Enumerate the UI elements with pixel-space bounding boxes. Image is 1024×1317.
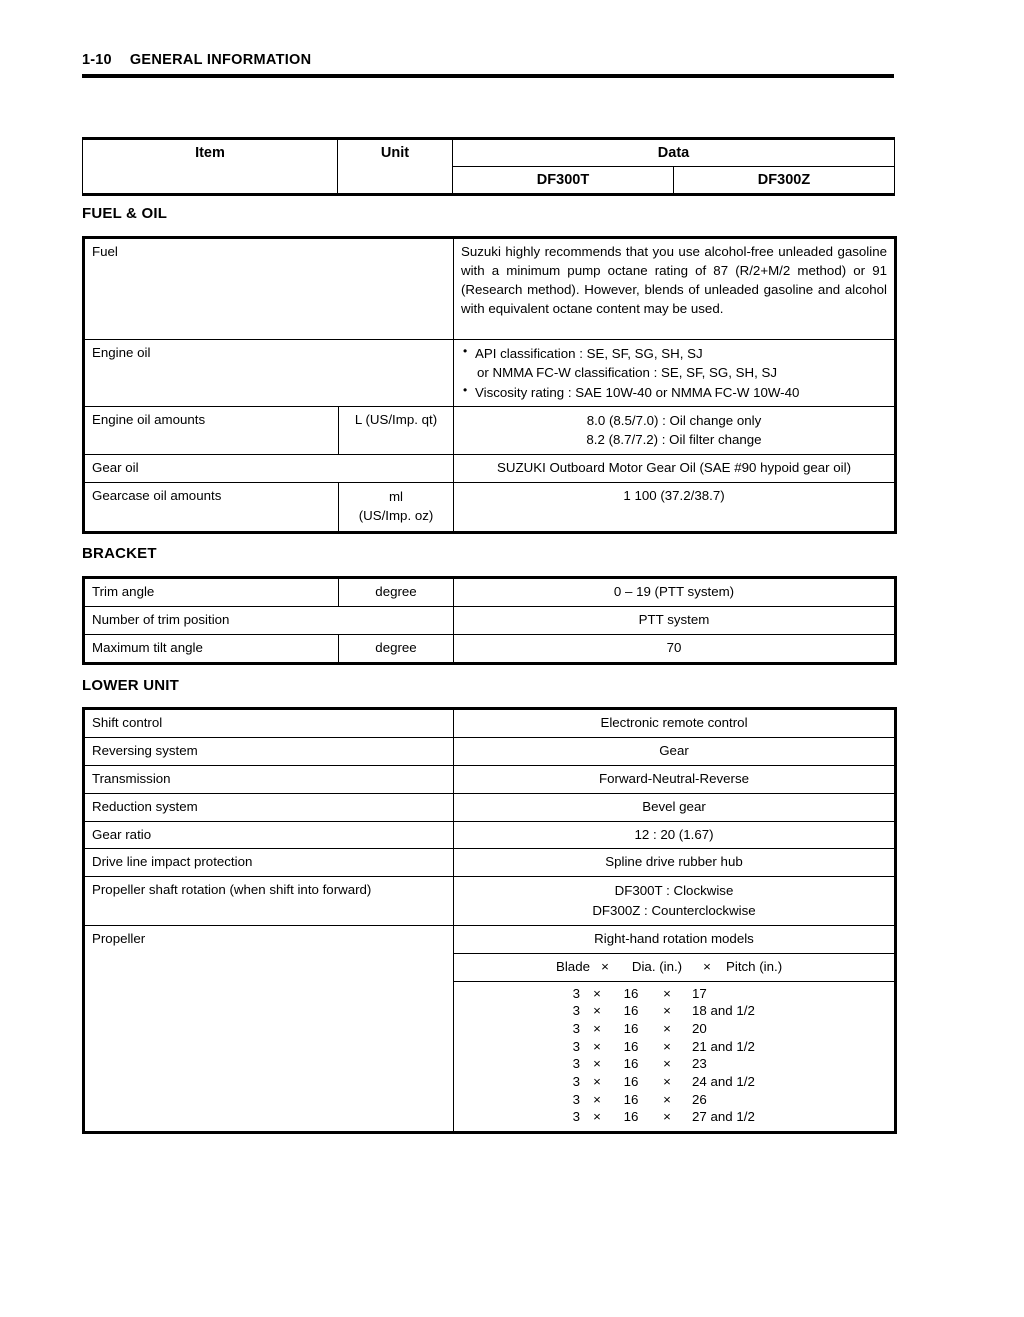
table-row [84, 849, 896, 877]
multiply-icon: × [663, 1056, 671, 1072]
transmission-value: Forward-Neutral-Reverse [599, 770, 749, 786]
spec-column-header-table [82, 137, 895, 196]
gearcase-unit-line-1: ml [388, 488, 404, 504]
row-unit-gearcase-oil-amounts [339, 482, 454, 532]
row-label-drive-line-impact-protection [84, 849, 454, 877]
engine-oil-amounts-line-1: 8.0 (8.5/7.0) : Oil change only [586, 412, 762, 428]
row-value-reversing-system [454, 737, 896, 765]
reduction-system-item-label: Reduction system [92, 798, 198, 814]
row-label-fuel [84, 238, 454, 340]
multiply-icon: × [663, 1091, 671, 1107]
table-row [84, 578, 896, 607]
table-row [84, 877, 896, 926]
multiply-icon: × [663, 1074, 671, 1090]
list-item [461, 383, 887, 402]
table-row [84, 482, 896, 532]
row-label-maximum-tilt-angle [84, 634, 339, 663]
engine-oil-bullet-1-sub: or NMMA FC-W classification : SE, SF, SG, SH, SJ [477, 365, 777, 381]
propeller-blade-count: 3 [572, 1021, 580, 1037]
row-label-gearcase-oil-amounts [84, 482, 339, 532]
propeller-diameter: 16 [623, 985, 639, 1001]
propeller-spec-header-blade: Blade [555, 959, 590, 975]
row-value-reduction-system [454, 793, 896, 821]
propeller-diameter: 16 [623, 1091, 639, 1107]
multiply-icon: × [663, 1109, 671, 1125]
multiply-icon: × [593, 1109, 601, 1125]
propeller-pitch: 17 [692, 985, 707, 1001]
header-model-t-label: DF300T [536, 172, 590, 188]
row-value-propeller-spec-header [454, 954, 896, 982]
gear-oil-value: SUZUKI Outboard Motor Gear Oil (SAE #90 hypoid gear oil) [497, 459, 851, 475]
list-item [454, 1020, 894, 1038]
lower-unit-table [82, 707, 897, 1134]
shift-control-value: Electronic remote control [600, 715, 748, 730]
gearcase-oil-amounts-unit [339, 483, 453, 530]
trim-angle-item-label: Trim angle [92, 584, 155, 599]
propeller-diameter: 16 [623, 1003, 639, 1019]
row-value-trim-angle [454, 578, 896, 607]
engine-oil-amounts-unit: L (US/Imp. qt) [354, 411, 438, 427]
list-item [454, 1108, 894, 1126]
list-item [454, 985, 894, 1003]
propeller-diameter: 16 [623, 1056, 639, 1072]
propeller-blade-count: 3 [572, 985, 580, 1001]
maximum-tilt-angle-item-label: Maximum tilt angle [92, 639, 203, 655]
section-title-bracket: BRACKET [82, 545, 157, 562]
gearcase-oil-amounts-item-label: Gearcase oil amounts [92, 487, 222, 503]
engine-oil-spec-block [454, 340, 894, 406]
row-label-reversing-system [84, 737, 454, 765]
row-label-transmission [84, 765, 454, 793]
page-running-header [82, 52, 894, 68]
row-value-gear-oil [454, 454, 896, 482]
multiply-icon: × [663, 1021, 671, 1037]
header-unit-label: Unit [380, 145, 410, 161]
page-number: 1-10 [82, 52, 112, 68]
prop-shaft-rotation-values [454, 877, 894, 924]
fuel-oil-table [82, 236, 897, 534]
propeller-models-note: Right-hand rotation models [594, 931, 754, 947]
table-row [84, 454, 896, 482]
row-label-prop-shaft-rotation [84, 877, 454, 926]
engine-oil-bullet-2: Viscosity rating : SAE 10W-40 or NMMA FC-W 10W-40 [475, 384, 800, 400]
table-row [84, 406, 896, 454]
fuel-description-text: Suzuki highly recommends that you use alcohol-free unleaded gasoline with a minimum pump octane rating of 87 (R/2+M/2 method) or 91 (Research method). However, blends of unleaded gasoline and alcohol with equivalent octane content may be used. [461, 244, 887, 316]
row-value-number-of-trim-position [454, 606, 896, 634]
multiply-icon: × [593, 1074, 601, 1090]
table-row [84, 238, 896, 340]
propeller-pitch: 27 and 1/2 [692, 1109, 755, 1125]
propeller-pitch: 21 and 1/2 [692, 1038, 755, 1054]
reversing-system-value: Gear [659, 742, 689, 758]
section-title-lower-unit: LOWER UNIT [82, 677, 179, 694]
gear-oil-item-label: Gear oil [92, 459, 139, 475]
row-value-maximum-tilt-angle [454, 634, 896, 663]
propeller-pitch: 26 [692, 1091, 707, 1107]
table-row [84, 709, 896, 738]
bracket-table [82, 576, 897, 665]
table-row [84, 821, 896, 849]
propeller-spec-header-pitch: Pitch (in.) [726, 959, 783, 975]
maximum-tilt-angle-unit: degree [375, 639, 417, 655]
row-unit-engine-oil-amounts [339, 406, 454, 454]
header-cell-item [83, 139, 338, 195]
row-value-prop-shaft-rotation [454, 877, 896, 926]
drive-line-impact-protection-item-label: Drive line impact protection [92, 854, 253, 870]
propeller-blade-count: 3 [572, 1074, 580, 1090]
number-of-trim-position-value: PTT system [638, 611, 710, 627]
multiply-icon: × [593, 1056, 601, 1072]
row-label-number-of-trim-position [84, 606, 454, 634]
reversing-system-item-label: Reversing system [92, 742, 198, 758]
propeller-pitch: 18 and 1/2 [692, 1003, 755, 1019]
header-cell-data [453, 139, 895, 167]
engine-oil-item-label: Engine oil [92, 345, 151, 360]
row-label-gear-oil [84, 454, 454, 482]
header-cell-model-t [453, 167, 674, 195]
propeller-diameter: 16 [623, 1109, 639, 1125]
row-label-engine-oil-amounts [84, 406, 339, 454]
list-item [454, 1091, 894, 1109]
propeller-diameter: 16 [623, 1021, 639, 1037]
multiply-icon: × [663, 1003, 671, 1019]
row-label-engine-oil [84, 340, 454, 407]
list-item [461, 344, 887, 383]
multiply-icon: × [703, 959, 711, 975]
row-value-propeller-models [454, 926, 896, 954]
propeller-item-label: Propeller [92, 931, 146, 947]
propeller-blade-count: 3 [572, 1056, 580, 1072]
fuel-item-label: Fuel [92, 244, 118, 259]
row-label-propeller [84, 926, 454, 1133]
propeller-spec-header-dia: Dia. (in.) [631, 959, 683, 975]
table-row [84, 737, 896, 765]
multiply-icon: × [593, 1038, 601, 1054]
list-item [454, 1038, 894, 1056]
propeller-blade-count: 3 [572, 1003, 580, 1019]
header-divider-rule [82, 74, 894, 78]
trim-angle-value: 0 – 19 (PTT system) [613, 584, 735, 599]
table-row [84, 793, 896, 821]
list-item [454, 1055, 894, 1073]
row-label-reduction-system [84, 793, 454, 821]
multiply-icon: × [593, 985, 601, 1001]
row-value-engine-oil-amounts [454, 406, 896, 454]
row-value-shift-control [454, 709, 896, 738]
row-unit-maximum-tilt-angle [339, 634, 454, 663]
prop-shaft-rotation-item-label: Propeller shaft rotation (when shift into forward) [92, 882, 372, 898]
list-item [454, 1002, 894, 1020]
row-label-gear-ratio [84, 821, 454, 849]
maximum-tilt-angle-value: 70 [666, 639, 682, 655]
gear-ratio-value: 12 : 20 (1.67) [634, 826, 714, 842]
multiply-icon: × [663, 985, 671, 1001]
prop-shaft-rotation-line-2: DF300Z : Counterclockwise [592, 902, 756, 918]
drive-line-impact-protection-value: Spline drive rubber hub [605, 854, 743, 870]
header-data-label: Data [657, 145, 690, 161]
reduction-system-value: Bevel gear [642, 798, 706, 814]
propeller-blade-count: 3 [572, 1091, 580, 1107]
row-unit-trim-angle [339, 578, 454, 607]
engine-oil-amounts-line-2: 8.2 (8.7/7.2) : Oil filter change [586, 432, 762, 448]
propeller-blade-count: 3 [572, 1109, 580, 1125]
row-value-engine-oil [454, 340, 896, 407]
engine-oil-amounts-item-label: Engine oil amounts [92, 411, 206, 427]
header-item-label: Item [195, 145, 225, 161]
multiply-icon: × [593, 1091, 601, 1107]
table-row [84, 926, 896, 954]
propeller-blade-count: 3 [572, 1038, 580, 1054]
header-model-z-label: DF300Z [757, 172, 811, 188]
table-row [84, 340, 896, 407]
engine-oil-bullet-1: API classification : SE, SF, SG, SH, SJ [475, 346, 703, 361]
table-row [84, 606, 896, 634]
gearcase-unit-line-2: (US/Imp. oz) [358, 507, 434, 523]
multiply-icon: × [601, 959, 609, 975]
number-of-trim-position-item-label: Number of trim position [92, 611, 230, 627]
gearcase-oil-amounts-value: 1 100 (37.2/38.7) [623, 487, 725, 503]
propeller-spec-header-row [454, 954, 894, 981]
engine-oil-bullet-list [461, 344, 887, 402]
trim-angle-unit: degree [375, 584, 417, 599]
propeller-pitch: 24 and 1/2 [692, 1074, 755, 1090]
row-value-transmission [454, 765, 896, 793]
row-value-gearcase-oil-amounts [454, 482, 896, 532]
shift-control-item-label: Shift control [92, 715, 163, 730]
row-label-trim-angle [84, 578, 339, 607]
table-row [84, 634, 896, 663]
multiply-icon: × [593, 1021, 601, 1037]
propeller-pitch: 23 [692, 1056, 707, 1072]
engine-oil-amounts-values [454, 407, 894, 454]
table-row [84, 765, 896, 793]
propeller-diameter: 16 [623, 1074, 639, 1090]
row-value-gear-ratio [454, 821, 896, 849]
row-value-propeller-spec-list [454, 981, 896, 1132]
multiply-icon: × [593, 1003, 601, 1019]
transmission-item-label: Transmission [92, 770, 171, 786]
propeller-spec-list [454, 982, 894, 1131]
section-title-fuel-oil: FUEL & OIL [82, 205, 168, 222]
gear-ratio-item-label: Gear ratio [92, 826, 152, 842]
propeller-diameter: 16 [623, 1038, 639, 1054]
row-value-drive-line-impact-protection [454, 849, 896, 877]
row-value-fuel [454, 238, 896, 340]
list-item [454, 1073, 894, 1091]
multiply-icon: × [663, 1038, 671, 1054]
propeller-pitch: 20 [692, 1021, 707, 1037]
header-cell-unit [338, 139, 453, 195]
prop-shaft-rotation-line-1: DF300T : Clockwise [614, 883, 734, 899]
chapter-title: GENERAL INFORMATION [129, 52, 312, 68]
header-cell-model-z [674, 167, 895, 195]
row-label-shift-control [84, 709, 454, 738]
